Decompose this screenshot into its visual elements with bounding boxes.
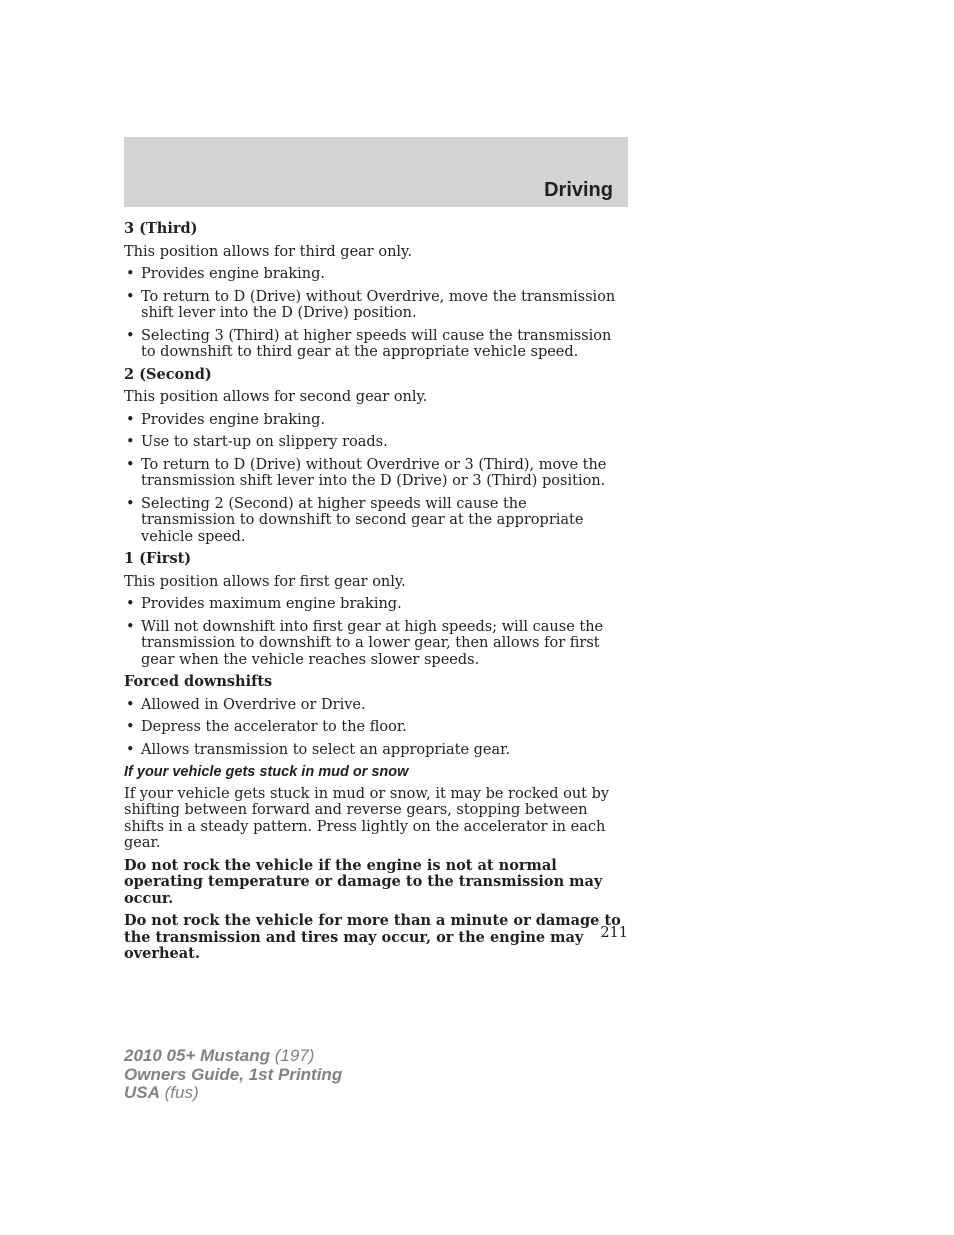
section-header-band [124,137,628,207]
subheading-stuck: If your vehicle gets stuck in mud or snow [124,764,409,780]
footer-guide: Owners Guide, 1st Printing [124,1064,343,1084]
heading-first: 1 (First) [124,550,192,567]
list-item: • Will not downshift into first gear at high speeds; will cause the transmission to downshift to a lower gear, then allows for first gear when the vehicle reaches slower speeds. [124,619,624,669]
list-item: • Allows transmission to select an appropriate gear. [124,742,624,759]
list-item: • Allowed in Overdrive or Drive. [124,697,624,714]
footer-line-1 [124,1047,342,1066]
list-item: • Provides maximum engine braking. [124,596,624,613]
list-item: • Use to start-up on slippery roads. [124,434,624,451]
page-content [124,218,624,969]
list-item: • Selecting 2 (Second) at higher speeds will cause the transmission to downshift to second gear at the appropriate vehicle speed. [124,496,624,546]
heading-forced-downshifts: Forced downshifts [124,673,273,690]
paragraph-stuck: If your vehicle gets stuck in mud or snow, it may be rocked out by shifting between forward and reverse gears, stopping between shifts in a steady pattern. Press lightly on the accelerator in each gear. [124,785,610,851]
bullet-list-second [124,412,624,546]
warning-rock-duration: Do not rock the vehicle for more than a minute or damage to the transmission and tires may occur, or the engine may overheat. [124,912,621,962]
list-item: • To return to D (Drive) without Overdrive, move the transmission shift lever into the D (Drive) position. [124,289,624,322]
warning-engine-temperature: Do not rock the vehicle if the engine is not at normal operating temperature or damage to the transmission may occur. [124,856,603,907]
list-item: • Selecting 3 (Third) at higher speeds will cause the transmission to downshift to third gear at the appropriate vehicle speed. [124,328,624,361]
footer-line-3 [124,1084,342,1103]
intro-second: This position allows for second gear only. [124,389,428,405]
intro-first: This position allows for first gear only. [124,573,406,590]
list-item: • Provides engine braking. [124,266,624,283]
heading-third: 3 (Third) [124,220,198,237]
footer-model: 2010 05+ Mustang [124,1046,270,1065]
intro-third: This position allows for third gear only. [124,243,412,260]
list-item: • To return to D (Drive) without Overdrive or 3 (Third), move the transmission shift lever into the D (Drive) or 3 (Third) position. [124,457,624,490]
footer-market-code: (fus) [164,1083,199,1102]
footer-market: USA [124,1083,160,1102]
heading-second: 2 (Second) [124,365,212,383]
list-item: • Provides engine braking. [124,412,624,429]
list-item: • Depress the accelerator to the floor. [124,719,624,736]
bullet-list-forced-downshifts [124,697,624,759]
page-number: 211 [600,925,628,941]
print-footer [124,1047,342,1103]
footer-model-code: (197) [274,1046,315,1065]
bullet-list-third [124,266,624,361]
section-title: Driving [544,179,613,201]
bullet-list-first [124,596,624,668]
footer-line-2 [124,1066,342,1085]
